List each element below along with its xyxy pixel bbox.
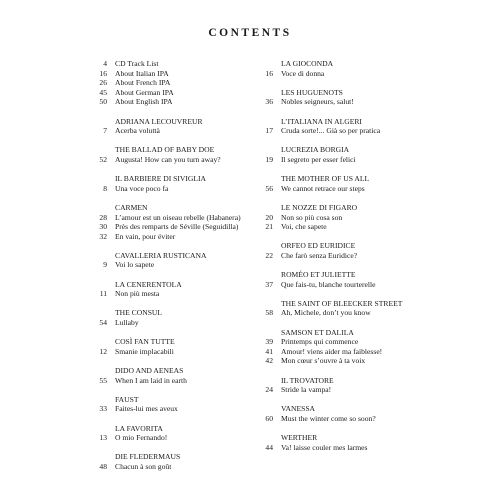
song-title: Acerba voluttà (115, 126, 160, 136)
opera-heading: FAUST (115, 394, 139, 404)
page-number: 19 (265, 154, 273, 164)
song-title: Faites-lui mes aveux (115, 404, 178, 414)
page-number: 56 (265, 183, 273, 193)
contents-entry (86, 213, 246, 223)
opera-heading: LE NOZZE DI FIGARO (281, 202, 358, 212)
song-title: When I am laid in earth (115, 375, 187, 385)
song-title: About English IPA (115, 97, 173, 107)
opera-group (86, 251, 246, 270)
contents-right-column (252, 59, 432, 462)
page-number: 54 (99, 318, 107, 328)
opera-group (86, 145, 246, 164)
page-number: 22 (265, 250, 273, 260)
song-title: About Italian IPA (115, 68, 169, 78)
contents-entry (86, 376, 246, 386)
opera-heading: DIDO AND AENEAS (115, 366, 184, 375)
opera-group (86, 337, 246, 356)
page-number: 60 (265, 413, 273, 423)
opera-heading: SAMSON ET DALILA (281, 327, 354, 337)
contents-entry (86, 88, 246, 98)
contents-entry (86, 289, 246, 299)
page-number: 45 (99, 87, 107, 97)
page-number: 20 (265, 212, 273, 222)
contents-entry (86, 347, 246, 357)
song-title: Près des remparts de Séville (Seguidilla) (115, 222, 239, 232)
contents-entry (86, 126, 246, 136)
song-title: Voi, che sapete (281, 222, 327, 232)
page-number: 42 (265, 356, 273, 366)
opera-group (252, 88, 432, 107)
song-title: Non so più cosa son (281, 212, 343, 222)
page-number: 11 (99, 289, 107, 299)
song-title: Voi lo sapete (115, 260, 155, 270)
opera-heading: LUCREZIA BORGIA (281, 145, 350, 155)
song-title: About French IPA (115, 78, 171, 88)
page-number: 13 (99, 433, 107, 443)
contents-entry (86, 433, 246, 443)
song-title: Chacun à son goût (115, 461, 172, 471)
opera-heading: IL TROVATORE (281, 375, 334, 385)
page-number: 9 (103, 260, 107, 270)
page-number: 32 (99, 231, 107, 241)
page-number: 50 (99, 97, 107, 107)
song-title: Che farò senza Euridice? (281, 250, 358, 260)
opera-group (86, 203, 246, 241)
contents-entry (252, 97, 432, 107)
page-number: 36 (265, 97, 273, 107)
contents-entry (86, 59, 246, 69)
opera-group (86, 424, 246, 443)
opera-heading: THE CONSUL (115, 308, 163, 318)
opera-heading: ADRIANA LECOUVREUR (115, 116, 203, 126)
song-title: Mon cœur s’ouvre à ta voix (281, 356, 366, 366)
page-number: 16 (265, 68, 273, 78)
opera-heading: THE SAINT OF BLEECKER STREET (281, 298, 403, 308)
page-number: 55 (99, 375, 107, 385)
song-title: Printemps qui commence (281, 337, 359, 347)
song-title: Stride la vampa! (281, 385, 332, 395)
page-number: 12 (99, 346, 107, 356)
opera-heading: LA FAVORITA (115, 423, 163, 433)
page-number: 24 (265, 385, 273, 395)
page-number: 30 (99, 222, 107, 232)
song-title: Nobles seigneurs, salut! (281, 97, 354, 107)
page-number: 26 (99, 78, 107, 88)
contents-entry (252, 184, 432, 194)
opera-heading: LA CENERENTOLA (115, 279, 182, 289)
contents-entry (86, 462, 246, 472)
opera-group (252, 299, 432, 318)
song-title: Il segreto per esser felici (281, 154, 356, 164)
opera-group (252, 404, 432, 423)
song-title: Que fais-tu, blanche tourterelle (281, 279, 376, 289)
opera-heading: LA GIOCONDA (281, 59, 334, 68)
opera-heading: IL BARBIERE DI SIVIGLIA (115, 174, 207, 184)
opera-group (252, 117, 432, 136)
opera-group (252, 145, 432, 164)
song-title: Amour! viens aider ma faiblesse! (281, 346, 383, 356)
page-number: 7 (103, 126, 107, 136)
song-title: En vain, pour éviter (115, 231, 176, 241)
page-number: 21 (265, 222, 273, 232)
page-number: 52 (99, 154, 107, 164)
opera-heading: VANESSA (281, 404, 316, 414)
page-number: 44 (265, 442, 273, 452)
song-title: Non più mesta (115, 289, 160, 299)
opera-group (86, 280, 246, 299)
song-title: Una voce poco fa (115, 183, 169, 193)
opera-group (252, 174, 432, 193)
contents-entry (252, 222, 432, 232)
contents-entry (252, 347, 432, 357)
opera-group (252, 376, 432, 395)
song-title: Cruda sorte!... Già so per pratica (281, 126, 381, 136)
page-number: 4 (103, 59, 107, 68)
opera-group (252, 241, 432, 260)
opera-group (86, 452, 246, 471)
opera-heading: DIE FLEDERMAUS (115, 452, 181, 462)
opera-heading: L’ITALIANA IN ALGERI (281, 116, 362, 126)
opera-heading: CARMEN (115, 202, 148, 212)
contents-entry (252, 414, 432, 424)
opera-heading: THE MOTHER OF US ALL (281, 174, 370, 184)
opera-heading: ROMÉO ET JULIETTE (281, 270, 356, 280)
contents-entry (86, 78, 246, 88)
opera-group (86, 366, 246, 385)
opera-group (252, 203, 432, 232)
page-number: 33 (99, 404, 107, 414)
page-number: 48 (99, 461, 107, 471)
contents-entry (86, 318, 246, 328)
opera-heading: CAVALLERIA RUSTICANA (115, 250, 207, 260)
song-title: About German IPA (115, 87, 174, 97)
song-title: CD Track List (115, 59, 159, 68)
contents-entry (86, 69, 246, 79)
contents-entry (252, 337, 432, 347)
song-title: L’amour est un oiseau rebelle (Habanera) (115, 212, 241, 222)
opera-heading: COSÌ FAN TUTTE (115, 337, 175, 347)
opera-heading: THE BALLAD OF BABY DOE (115, 145, 215, 155)
contents-entry (86, 260, 246, 270)
contents-left-column (86, 59, 246, 481)
page-number: 17 (265, 126, 273, 136)
opera-group (86, 59, 246, 107)
page-number: 39 (265, 337, 273, 347)
opera-group (252, 433, 432, 452)
contents-entry (86, 232, 246, 242)
page-number: 16 (99, 68, 107, 78)
contents-entry (252, 251, 432, 261)
opera-heading: ORFEO ED EURIDICE (281, 241, 356, 251)
contents-entry (86, 404, 246, 414)
contents-entry (252, 155, 432, 165)
contents-entry (252, 126, 432, 136)
contents-entry (252, 308, 432, 318)
contents-entry (252, 443, 432, 453)
contents-entry (252, 385, 432, 395)
opera-group (86, 308, 246, 327)
song-title: Va! laisse couler mes larmes (281, 442, 368, 452)
song-title: Ah, Michele, don’t you know (281, 308, 371, 318)
contents-entry (252, 69, 432, 79)
song-title: Voce di donna (281, 68, 325, 78)
song-title: O mio Fernando! (115, 433, 168, 443)
opera-heading: WERTHER (281, 433, 318, 443)
opera-heading: LES HUGUENOTS (281, 87, 343, 97)
opera-group (252, 270, 432, 289)
song-title: Augusta! How can you turn away? (115, 154, 221, 164)
opera-group (86, 174, 246, 193)
song-title: Must the winter come so soon? (281, 413, 376, 423)
song-title: Lullaby (115, 318, 139, 328)
page-number: 41 (265, 346, 273, 356)
opera-group (252, 328, 432, 366)
contents-entry (86, 97, 246, 107)
opera-group (86, 117, 246, 136)
song-title: Smanie implacabili (115, 346, 174, 356)
page-number: 37 (265, 279, 273, 289)
contents-entry (252, 280, 432, 290)
contents-entry (86, 184, 246, 194)
opera-group (252, 59, 432, 78)
opera-group (86, 395, 246, 414)
page-title: CONTENTS (208, 27, 292, 39)
contents-entry (86, 222, 246, 232)
contents-entry (252, 213, 432, 223)
contents-entry (252, 356, 432, 366)
page-number: 8 (103, 183, 107, 193)
song-title: We cannot retrace our steps (281, 183, 365, 193)
page-number: 58 (265, 308, 273, 318)
contents-entry (86, 155, 246, 165)
page-number: 28 (99, 212, 107, 222)
